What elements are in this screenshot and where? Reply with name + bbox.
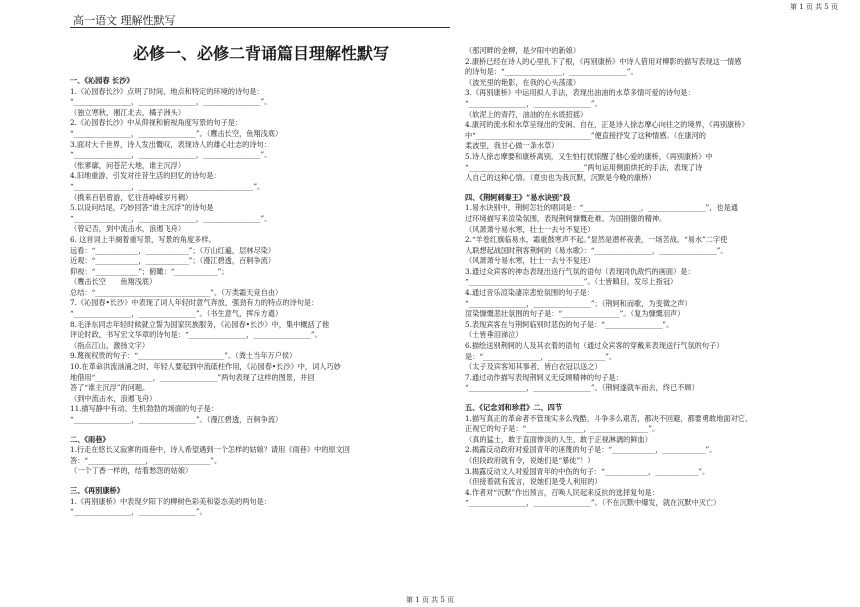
text-line: 评论时政，书写宏文华章的诗句是：“________________，________________”。 <box>70 330 322 340</box>
text-line: 的诗句是：“________________，________________”。 <box>465 67 638 77</box>
text-line: 远看：“____________，____________”；（万山红遍，层林尽染） <box>70 245 276 255</box>
text-line: （独立寒秋，湘江北去，橘子洲头） <box>70 107 186 117</box>
left-content <box>70 76 452 518</box>
text-line: （怅寥廓，问苍茫大地，谁主沉浮） <box>70 160 186 170</box>
text-line: （风萧萧兮易水寒，壮士一去兮不复还） <box>465 224 595 234</box>
text-line: “________________，________________”；（荆轲和而歌，为变徵之声） <box>465 298 692 308</box>
text-line: 5.以设问结尾，巧妙回答“谁主沉浮”的诗句是 <box>70 203 214 213</box>
spacer <box>465 184 840 190</box>
text-line: 3.通过众宾客的神态表现出送行气氛的语句（表现同仇敌忾的画面）是： <box>465 266 695 276</box>
header-divider <box>70 27 450 28</box>
text-line: 1.描写真正的革命者不管现实多么残酷，斗争多么艰苦，都决不回避，都要勇敢地面对它、 <box>465 413 753 423</box>
text-line: 4.通过音乐渲染凄凉悲怆氛围的句子是： <box>465 288 595 298</box>
text-line: （太子及宾客知其事者，皆白衣冠以送之） <box>465 362 602 372</box>
text-line: “________________，________________”。（不在沉默中爆发，就在沉默中灭亡） <box>465 498 721 508</box>
text-line: “________________，________________”。 <box>465 98 602 108</box>
spacer <box>70 477 452 483</box>
text-line: （但接着就有流言，说她们是受人利用的） <box>465 477 602 487</box>
text-line: 仰视：“____________”；俯瞰：“____________”； <box>70 266 229 276</box>
section-heading: 三、《再别康桥》 <box>70 485 124 495</box>
text-line: 人联想起战国时荆客荆轲的《易水歌》：“________________，________________”。 <box>465 245 728 255</box>
text-line: 正视它的句子是：“________________，________________”。 <box>465 424 660 434</box>
text-line: （一个丁香一样的，结着愁怨的姑娘） <box>70 466 193 476</box>
text-line: 10.在革命洪流汹涌之时，年轻人要起到中流砥柱作用，《沁园春•长沙》中，词人巧妙 <box>70 362 341 372</box>
text-line: 渲染慷慨悲壮氛围的句子是：“________________”。（复为慷慨羽声） <box>465 309 685 319</box>
left-column <box>70 36 452 518</box>
text-line: 答了“谁主沉浮”的问题。 <box>70 383 150 393</box>
text-line: 2.《沁园春长沙》中从仰视和俯视角度写景的句子是： <box>70 118 243 128</box>
text-line: 柔波里，我甘心做一条水草） <box>465 141 559 151</box>
text-line: “________________，________________________________”。 <box>70 181 265 191</box>
right-content <box>465 46 840 509</box>
header-title: 高一语文 理解性默写 <box>73 14 176 27</box>
text-line: 人自己的这种心情。（夏虫也为我沉默，沉默是今晚的康桥） <box>465 173 656 183</box>
text-line: 9.蔑视权贵的句子：“________________________”。（粪土当年万户侯） <box>70 351 297 361</box>
text-line: “________________，________________”。（荆轲遂就车而去，终已不顾） <box>465 383 699 393</box>
text-line: （士皆垂泪涕泣） <box>465 330 523 340</box>
text-line: 是：“________________，________________”。 <box>465 351 617 361</box>
text-line: 4.作者对“沉默”作出预言，召唤人民起来反抗的选择复句是： <box>465 487 659 497</box>
text-line: 7.通过动作描写表现荆轲义无反顾精神的句子是： <box>465 372 623 382</box>
section-heading: 一、《沁园春 长沙》 <box>70 76 134 85</box>
text-line: （曾记否，到中流击水，浪遏飞舟） <box>70 224 186 234</box>
text-line: 4.康河的流水和水草呈现出的安闲、自在，正是诗人徐志摩心向往之的境界，《再别康桥》 <box>465 120 749 130</box>
text-line: “________________，________________”。（漫江碧透，百舸争流） <box>70 415 283 424</box>
text-line: （波光里的艳影，在我的心头荡漾） <box>465 77 581 87</box>
text-line: 近观：“____________，____________”；（漫江碧透，百舸争流） <box>70 256 276 266</box>
page-number-footer: 第 1 页 共 5 页 <box>405 596 455 604</box>
right-column <box>465 46 840 509</box>
text-line: 总结：“________________________________”。（万类霜天竞自由） <box>70 287 283 297</box>
text-line: 6. 这首词上半阕着重写景，写景的角度多样。 <box>70 234 216 244</box>
page-title: 必修一、必修二背诵篇目理解性默写 <box>132 44 389 63</box>
text-line: 6.描绘送别荆轲的人及其衣着的语句（通过众宾客的穿戴来表现送行气氛的句子） <box>465 341 724 351</box>
text-line: “________________，________________”。 <box>70 507 207 517</box>
text-line: 地借用“________________，________________”两句表现了这样的图景，并回 <box>70 372 315 382</box>
text-line: （到中流击水，浪遏飞舟） <box>70 393 157 403</box>
text-line: （携来百侣曾游，忆往昔峥嵘岁月稠） <box>70 192 193 202</box>
text-line: 11.描写静中有动、生机勃勃的场面的句子是： <box>70 404 218 414</box>
text-line: 过环境描写来渲染氛围，表现荆轲慷慨赴难、为国捐躯的精神。 <box>465 213 667 223</box>
text-line: （鹰击长空 鱼翔浅底） <box>70 277 157 287</box>
text-line: （指点江山，激扬文字） <box>70 340 150 350</box>
text-line: 8.毛泽东同志年轻时候就立誓为国家民族服务，《沁园春•长沙》中，集中概括了他 <box>70 319 330 329</box>
text-line: （风萧萧兮易水寒，壮士一去兮不复还） <box>465 256 595 266</box>
text-line: 中“________________________________”便直接抒发了这种情感。（在康河的 <box>465 130 706 140</box>
text-line: 5.诗人徐志摩要和康桥离别，又生怕打扰惊醒了他心爱的康桥，《再别康桥》中 <box>465 151 713 161</box>
text-line: 3.面对大千世界，诗人发出慨叹，表现诗人的雄心壮志的诗句： <box>70 139 271 149</box>
text-line: 4.旧地重游，引发对往昔生活的回忆的诗句是： <box>70 171 221 181</box>
text-line: 1.易水诀别中，荆轲怎壮的唱词是：“________________，________________”，也是通 <box>465 203 738 213</box>
text-line: （软泥上的青荇，油油的在水底招摇） <box>465 109 588 119</box>
page-number-header: 第 1 页 共 5 页 <box>789 3 838 11</box>
text-line: 3.《再别康桥》中运用拟人手法，表现出油油的水草多情可爱的诗句是： <box>465 88 695 98</box>
text-line: “________________，________________，________________”。 <box>70 213 272 223</box>
text-line: 2.揭露反动政府对爱国青年的诬蔑的句子是：“____________，____________”。 <box>465 445 717 455</box>
text-line: （那河畔的金柳，是夕阳中的新娘） <box>465 46 581 55</box>
text-line: “________________，________________，________________”。 <box>70 150 272 160</box>
text-line: 1.《再别康桥》中表现夕阳下的柳树色彩美和姿态美的两句是： <box>70 496 271 506</box>
text-line: “________________，________________”。（鹰击长空，鱼翔浅底） <box>70 128 283 138</box>
text-line: 5.表现宾客在与荆轲临别时悲伤的句子是：“________________”。 <box>465 319 674 329</box>
text-line: 1.《沁园春长沙》点明了时间、地点和特定的环境的诗句是： <box>70 86 264 96</box>
text-line: （但段政府就有令，说她们是“暴徒”！） <box>465 455 595 465</box>
text-line: 7.《沁园春•长沙》中表现了词人年轻时意气奔放，强劲有力的特点的诗句是： <box>70 298 319 308</box>
text-line: 答：“________________，________________”。 <box>70 455 222 465</box>
text-line: “________________________________”两句运用侧面烘托的手法，表现了诗 <box>465 162 703 172</box>
text-line: 2.康桥已经在诗人的心里扎下了根，《再别康桥》中诗人借用对柳影的描写表现这一情感 <box>465 56 742 66</box>
text-line: “________________，________________，________________”。 <box>70 97 272 107</box>
section-heading: 四、《荆轲刺秦王》“易水诀别”段 <box>465 192 571 202</box>
text-line: “________________，________________”。（书生意气，挥斥方遒） <box>70 309 283 319</box>
text-line: 2.“羊卷红旗临易水，霜重鼓寒声不起。”显然是潜杯夜袭，一场苦战。“易水”二字使 <box>465 235 728 245</box>
text-line: 1.行走在悠长又寂寥的雨巷中，诗人希望遇到一个怎样的姑娘？请用《雨巷》中的原文回 <box>70 445 350 455</box>
spacer <box>465 394 840 400</box>
section-heading: 二、《雨巷》 <box>70 434 110 444</box>
text-line: “________________________________”。（士皆瞋目，发尽上指冠） <box>465 277 678 287</box>
text-line: 3.揭露反动文人对爱国青年的中伤的句子：“____________，____________”。 <box>465 466 710 476</box>
section-heading: 五、《记念刘和珍君》二、四节 <box>465 403 563 412</box>
spacer <box>70 426 452 432</box>
text-line: （真的猛士，敢于直面惨淡的人生，敢于正视淋漓的鲜血） <box>465 434 652 444</box>
